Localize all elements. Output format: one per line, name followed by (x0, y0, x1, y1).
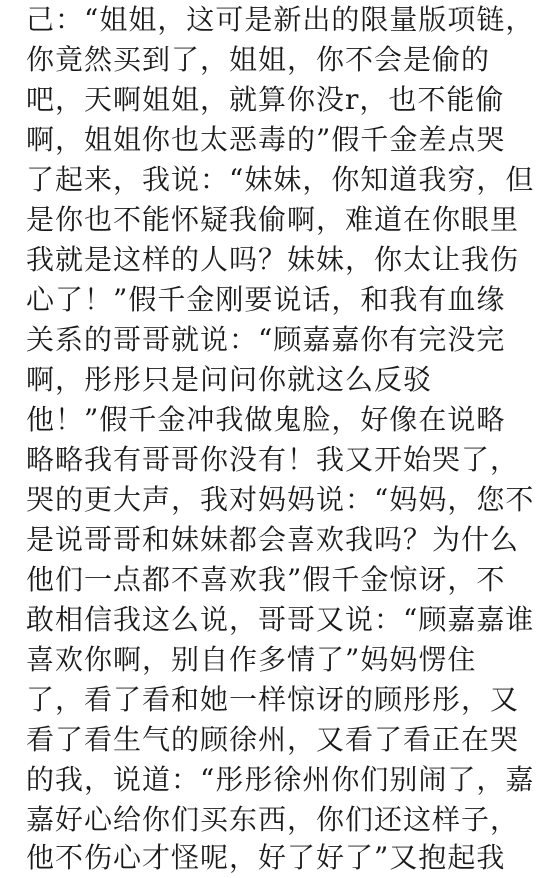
text-line: 敢相信我这么说，哥哥又说：“顾嘉嘉谁 (26, 603, 535, 636)
text-line: 是说哥哥和妹妹都会喜欢我吗？为什么 (26, 523, 520, 556)
text-line: 了，看了看和她一样惊讶的顾彤彤，又 (26, 683, 520, 716)
text-line: 他！”假千金冲我做鬼脸，好像在说略 (26, 403, 506, 436)
text-line: 嘉好心给你们买东西，你们还这样子， (26, 803, 520, 836)
text-line: 啊，姐姐你也太恶毒的”假千金差点哭 (26, 123, 506, 156)
text-line: 关系的哥哥就说：“顾嘉嘉你有完没完 (26, 323, 506, 356)
text-line: 的我，说道：“彤彤徐州你们别闹了，嘉 (26, 763, 535, 796)
text-line: 他们一点都不喜欢我”假千金惊讶，不 (26, 563, 506, 596)
text-line: 吧，天啊姐姐，就算你没r，也不能偷 (26, 83, 505, 116)
text-line: 你竟然买到了，姐姐，你不会是偷的 (26, 43, 491, 76)
text-line: 是你也不能怀疑我偷啊，难道在你眼里 (26, 203, 520, 236)
text-line: 心了！”假千金刚要说话，和我有血缘 (26, 283, 506, 316)
text-line: 了起来，我说：“妹妹，你知道我穷，但 (26, 163, 535, 196)
text-line: 我就是这样的人吗？妹妹，你太让我伤 (26, 243, 520, 276)
text-line: 他不伤心才怪呢，好了好了”又抱起我 (26, 841, 506, 874)
text-line: 哭的更大声，我对妈妈说：“妈妈，您不 (26, 483, 535, 516)
text-line: 啊，彤彤只是问问你就这么反驳 (26, 363, 433, 396)
text-line: 看了看生气的顾徐州，又看了看正在哭 (26, 723, 520, 756)
text-line: 己：“姐姐，这可是新出的限量版项链， (26, 3, 535, 36)
text-line: 略略我有哥哥你没有！我又开始哭了， (26, 443, 520, 476)
text-line: 喜欢你啊，别自作多情了”妈妈愣住 (26, 643, 477, 676)
